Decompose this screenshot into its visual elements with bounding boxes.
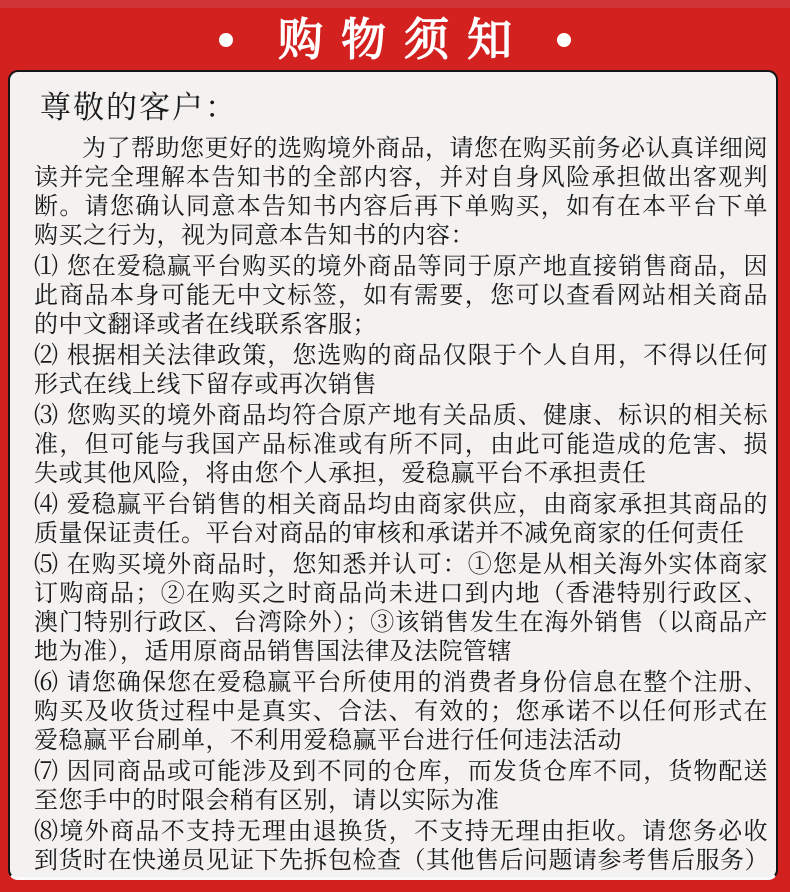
dot-icon [557,33,571,47]
notice-item-1: ⑴ 您在爱稳赢平台购买的境外商品等同于原产地直接销售商品，因此商品本身可能无中文标签，如有需要，您可以查看网站相关商品的中文翻译或者在线联系客服； [34,253,768,338]
notice-item-2: ⑵ 根据相关法律政策，您选购的商品仅限于个人自用，不得以任何形式在线上线下留存或再次销售 [34,342,768,398]
notice-card [8,70,778,880]
notice-item-8: ⑻境外商品不支持无理由退换货，不支持无理由拒收。请您务必收到货时在快递员见证下先拆包检查（其他售后问题请参考售后服务） [34,818,769,874]
greeting-heading: 尊敬的客户： [40,90,238,125]
notice-body [34,134,768,875]
notice-item-4: ⑷ 爱稳赢平台销售的相关商品均由商家供应，由商家承担其商品的质量保证责任。平台对商品的审核和承诺并不减免商家的任何责任 [34,491,768,547]
notice-item-6: ⑹ 请您确保您在爱稳赢平台所使用的消费者身份信息在整个注册、购买及收货过程中是真实、合法、有效的；您承诺不以任何形式在爱稳赢平台刷单，不利用爱稳赢平台进行任何违法活动 [34,669,768,754]
notice-header [0,8,790,70]
top-accent-strip [0,0,790,8]
notice-item-3: ⑶ 您购买的境外商品均符合原产地有关品质、健康、标识的相关标准，但可能与我国产品标准或有所不同，由此可能造成的危害、损失或其他风险，将由您个人承担，爱稳赢平台不承担责任 [34,402,768,487]
notice-item-7: ⑺ 因同商品或可能涉及到不同的仓库，而发货仓库不同，货物配送至您手中的时限会稍有区别，请以实际为准 [34,758,768,814]
intro-paragraph: 为了帮助您更好的选购境外商品，请您在购买前务必认真详细阅读并完全理解本告知书的全部内容，并对自身风险承担做出客观判断。请您确认同意本告知书内容后再下单购买，如有在本平台下单购买之行为，视为同意本告知书的内容： [34,135,768,249]
dot-icon [219,33,233,47]
page-title: 购物须知 [277,13,530,65]
notice-item-5: ⑸ 在购买境外商品时，您知悉并认可：①您是从相关海外实体商家订购商品；②在购买之时商品尚未进口到内地（香港特别行政区、澳门特别行政区、台湾除外）；③该销售发生在海外销售（以商品产地为准），适用原商品销售国法律及法院管辖 [34,551,768,665]
